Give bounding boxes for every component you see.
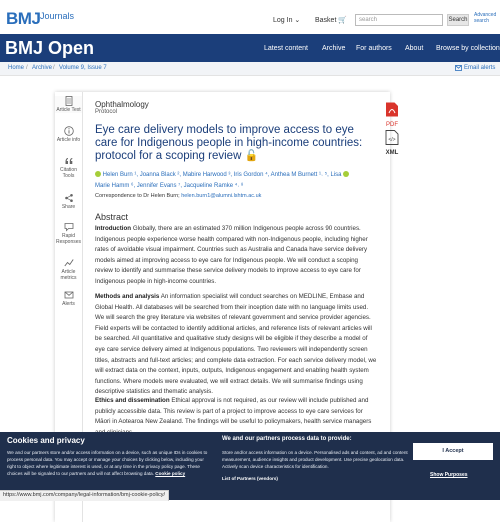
cookie-purposes-title: We and our partners process data to provide: [222, 436, 352, 442]
advanced-search-link[interactable]: Advanced search [474, 12, 497, 24]
sidebar-item-article-text[interactable] [55, 96, 82, 113]
sidebar-item-label: Share [61, 204, 76, 210]
nav-latest-content[interactable]: Latest content [264, 45, 308, 52]
chevron-down-icon: ⌄ [294, 17, 301, 24]
author-list [95, 170, 380, 192]
section-label: Methods and analysis [95, 293, 160, 300]
status-bar-url: https://www.bmj.com/company/legal-information/bmj-cookie-policy/ [0, 490, 169, 501]
cookie-title: Cookies and privacy [7, 436, 85, 445]
show-purposes-link[interactable]: Show Purposes [430, 472, 468, 478]
correspondence-email-link[interactable]: helen.burn1@alumni.lshtm.ac.uk [181, 193, 262, 199]
article-text-icon [64, 96, 74, 106]
journals-logo-sub[interactable]: Journals [40, 11, 75, 21]
cookie-purposes-text: Store and/or access information on a device. Personalised ads and content, ad and content measurement, audience insights and product development. Use precise geolocation data. Actively scan device characteristics for identification. [222, 450, 408, 469]
sidebar-item-alerts[interactable] [55, 290, 82, 307]
login-link[interactable]: Log In ⌄ [273, 17, 301, 24]
sidebar-item-label: Article info [56, 137, 81, 143]
sidebar-item-label: Article metrics [60, 269, 77, 281]
xml-icon [385, 130, 399, 145]
nav-about[interactable]: About [405, 45, 424, 52]
breadcrumb-archive[interactable]: Archive [32, 65, 53, 71]
responses-icon [64, 222, 74, 232]
sidebar-item-rapid-responses[interactable] [55, 222, 82, 245]
search-input[interactable]: search [355, 14, 443, 26]
pdf-label: PDF [386, 122, 398, 128]
xml-label: XML [385, 150, 399, 156]
breadcrumb-home[interactable]: Home [8, 65, 25, 71]
breadcrumb-separator: / [26, 65, 28, 71]
sidebar-item-label: Alerts [62, 301, 75, 307]
basket-icon: 🛒 [338, 17, 348, 24]
pdf-icon [385, 102, 399, 117]
abstract-introduction: Introduction Globally, there are an estimated 370 million Indigenous people across 90 countries. Indigenous people experience worse health compared with non-Indigenous people, including higher rates of avoidable visual impairment. Countries such as Australia and Canada have service delivery models aimed at improving access to eye care for Indigenous people. We will conduct a scoping review to identify and summarise these service delivery models to improve access to eye care for Indigenous people in high-income countries. [95, 225, 368, 285]
accept-cookies-button[interactable]: I Accept [413, 443, 493, 460]
author-line-1[interactable]: Helen Burn ¹, Joanna Black ², Mabire Harwood ³, Iris Gordon ⁴, Anthea M Burnett ¹˒ ⁵, Lisa [95, 170, 380, 181]
article-type: Protocol [95, 109, 118, 115]
section-label: Introduction [95, 225, 132, 232]
mail-icon [455, 65, 462, 71]
nav-for-authors[interactable]: For authors [356, 45, 392, 52]
xml-download-button[interactable] [385, 130, 399, 156]
sidebar-item-label: Rapid Responses [55, 233, 81, 245]
nav-browse-by-collection[interactable]: Browse by collection [436, 45, 500, 52]
cookie-policy-link[interactable]: Cookie policy [155, 471, 186, 476]
metrics-icon [64, 258, 74, 268]
svg-text:</>: </> [388, 137, 396, 143]
abstract-methods: Methods and analysis An information specialist will conduct searches on MEDLINE, Embase and Global Health. All databases will be searched from their inception date with no language limits used. We will search the grey literature via websites of relevant government and service provider agencies. Field experts will be contacted to identify additional articles, and reference lists of relevant articles will be searched. All quantitative and qualitative study designs will be eligible if they describe a model of eye care service delivery aimed at Indigenous populations. Two reviewers will independently screen titles, abstracts and full-text articles; and complete data extraction. For each service delivery model, we will extract data on the context, inputs, outputs, Indigenous engagement and enabling health system functions. Where models were evaluated, we will extract details. We will summarise findings using descriptive statistics and thematic analysis. [95, 293, 377, 396]
sidebar-item-citation-tools[interactable] [55, 156, 82, 179]
share-icon [64, 193, 74, 203]
article-category[interactable]: Ophthalmology [95, 100, 149, 109]
sidebar-item-label: Article Text [56, 107, 81, 113]
author-line-2[interactable]: Marie Hamm ⁶, Jennifer Evans ⁷, Jacqueline Ramke ⁴˒ ⁸ [95, 183, 244, 189]
alerts-icon [64, 290, 74, 300]
basket-link[interactable]: Basket 🛒 [315, 17, 348, 24]
pdf-download-button[interactable] [385, 102, 399, 126]
open-access-icon: 🔓 [244, 150, 259, 162]
sidebar-item-share[interactable] [55, 193, 82, 210]
journal-brand[interactable]: BMJ Open [5, 38, 95, 58]
sidebar-item-article-info[interactable] [55, 126, 82, 143]
email-alerts-link[interactable]: Email alerts [464, 65, 496, 71]
sidebar-item-label: Citation Tools [60, 167, 77, 179]
cookie-text: We and our partners store and/or access information on a device, such as unique IDs in cookies to process personal data. You may accept or manage your choices by clicking below, including your right to object where legitimate interest is used, or at any time in the privacy policy page. These choices will be signaled to our partners and will not affect browsing data. Cookie policy [7, 450, 208, 476]
abstract-heading: Abstract [95, 212, 129, 222]
citation-icon [64, 156, 74, 166]
orcid-icon[interactable] [95, 171, 101, 177]
partners-link[interactable]: List of Partners (vendors) [222, 476, 278, 481]
info-icon [64, 126, 74, 136]
sidebar-item-article-metrics[interactable] [55, 258, 82, 281]
orcid-icon[interactable] [343, 171, 349, 177]
article-title: Eye care delivery models to improve access to eye care for Indigenous people in high-income countries: protocol for a scoping review 🔓 [95, 124, 363, 162]
search-button[interactable]: Search [447, 14, 469, 26]
section-label: Ethics and dissemination [95, 397, 170, 404]
breadcrumb-separator: / [53, 65, 55, 71]
abstract-ethics: Ethics and dissemination Ethical approval is not required, as our review will include published and publicly accessible data. This review is part of a project to improve access to eye care services for Māori in Aotearoa New Zealand. The findings will be useful to policymakers, health service managers [95, 397, 372, 426]
breadcrumb-issue[interactable]: Volume 9, Issue 7 [59, 65, 107, 71]
correspondence: Correspondence to Dr Helen Burn; helen.burn1@alumni.lshtm.ac.uk [95, 193, 262, 199]
nav-archive[interactable]: Archive [322, 45, 346, 52]
bmj-journals-logo[interactable]: BMJ [6, 9, 41, 28]
